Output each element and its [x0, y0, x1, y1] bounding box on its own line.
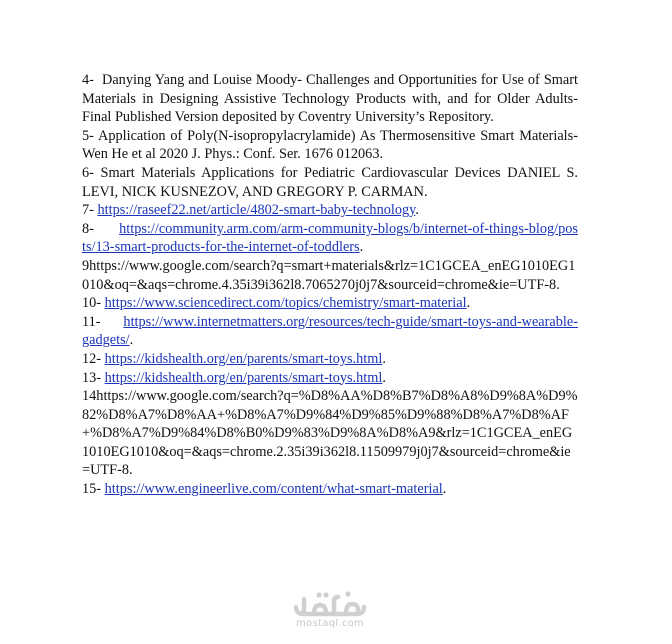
reference-link[interactable]: https://www.sciencedirect.com/topics/chemistry/smart-material: [104, 295, 467, 312]
reference-12: 12- https://kidshealth.org/en/parents/smart-toys.html.: [82, 350, 386, 367]
reference-number: 5-: [82, 127, 94, 144]
reference-text: https://www.google.com/search?q=%D8%AA%D8%B7%D8%A8%D9%8A%D9%82%D8%A7%D8%AA+%D8%A7%D9%84%D9%85%D9%88%D8%A7%D8%AF+%D8%A7%D9%84%D8%B0%D9%83%D9%8A%D8%A9&rlz=1C1GCEA_enEG1010EG1010&oq=&aqs=chrome.2.35i39i362l8.11509979j0j7&sourceid=chrome&ie=UTF-8.: [82, 388, 578, 479]
reference-link[interactable]: https://community.arm.com/arm-community-blogs/b/internet-of-things-blog/posts/13-smart-products-for-the-internet-of-toddlers: [82, 220, 578, 256]
mostaql-watermark: [0, 585, 672, 635]
mostaql-logo-icon: [290, 585, 370, 619]
reference-link[interactable]: https://kidshealth.org/en/parents/smart-toys.html: [104, 369, 383, 386]
reference-number: 10-: [82, 295, 102, 312]
reference-number: 4-: [82, 72, 94, 88]
reference-link[interactable]: https://raseef22.net/article/4802-smart-baby-technology: [97, 202, 416, 219]
reference-text: Smart Materials Applications for Pediatric Cardiovascular Devices DANIEL S. LEVI, NICK KUSNEZOV, AND GREGORY P. CARMAN.: [82, 164, 579, 200]
watermark-site: mostaql.com: [296, 618, 365, 629]
reference-9: [82, 257, 578, 294]
reference-number: 15-: [82, 481, 102, 498]
reference-text: Danying Yang and Louise Moody- Challenges and Opportunities for Use of Smart Materials in Designing Assistive Technology Products with, and for Older Adults- Final Published Version deposited by Coventry University’s Repository.: [82, 72, 578, 126]
reference-6: [82, 164, 578, 201]
reference-number: 14: [82, 388, 97, 405]
reference-8: 8- https://community.arm.com/arm-community-blogs/b/internet-of-things-blog/posts/13-smart-products-for-the-internet-of-toddlers.: [82, 220, 578, 256]
reference-number: 11-: [82, 313, 101, 330]
reference-text: Application of Poly(N-isopropylacrylamide) As Thermosensitive Smart Materials- Wen He et al 2020 J. Phys.: Conf. Ser. 1676 012063.: [82, 127, 578, 163]
reference-number: 9: [82, 257, 90, 274]
reference-list: [82, 71, 578, 499]
reference-link[interactable]: https://www.engineerlive.com/content/what-smart-material: [104, 481, 443, 498]
reference-number: 7-: [82, 202, 94, 219]
reference-11: 11- https://www.internetmatters.org/resources/tech-guide/smart-toys-and-wearable-gadgets/.: [82, 313, 578, 349]
reference-15: 15- https://www.engineerlive.com/content/what-smart-material.: [82, 481, 447, 498]
reference-4: [82, 71, 578, 127]
reference-10: 10- https://www.sciencedirect.com/topics/chemistry/smart-material.: [82, 295, 471, 312]
reference-14: [82, 387, 578, 480]
reference-13: 13- https://kidshealth.org/en/parents/smart-toys.html.: [82, 369, 386, 386]
reference-link[interactable]: https://kidshealth.org/en/parents/smart-toys.html: [104, 350, 383, 367]
reference-5: [82, 127, 578, 164]
reference-number: 8-: [82, 220, 94, 237]
reference-number: 6-: [82, 164, 94, 181]
reference-link[interactable]: https://www.internetmatters.org/resources/tech-guide/smart-toys-and-wearable-gadgets/: [82, 313, 578, 349]
reference-text: https://www.google.com/search?q=smart+materials&rlz=1C1GCEA_enEG1010EG1010&oq=&aqs=chrome.4.35i39i362l8.7065270j0j7&sourceid=chrome&ie=UTF-8.: [82, 257, 576, 293]
reference-number: 13-: [82, 369, 102, 386]
reference-number: 12-: [82, 350, 102, 367]
reference-7: 7- https://raseef22.net/article/4802-smart-baby-technology.: [82, 202, 419, 219]
